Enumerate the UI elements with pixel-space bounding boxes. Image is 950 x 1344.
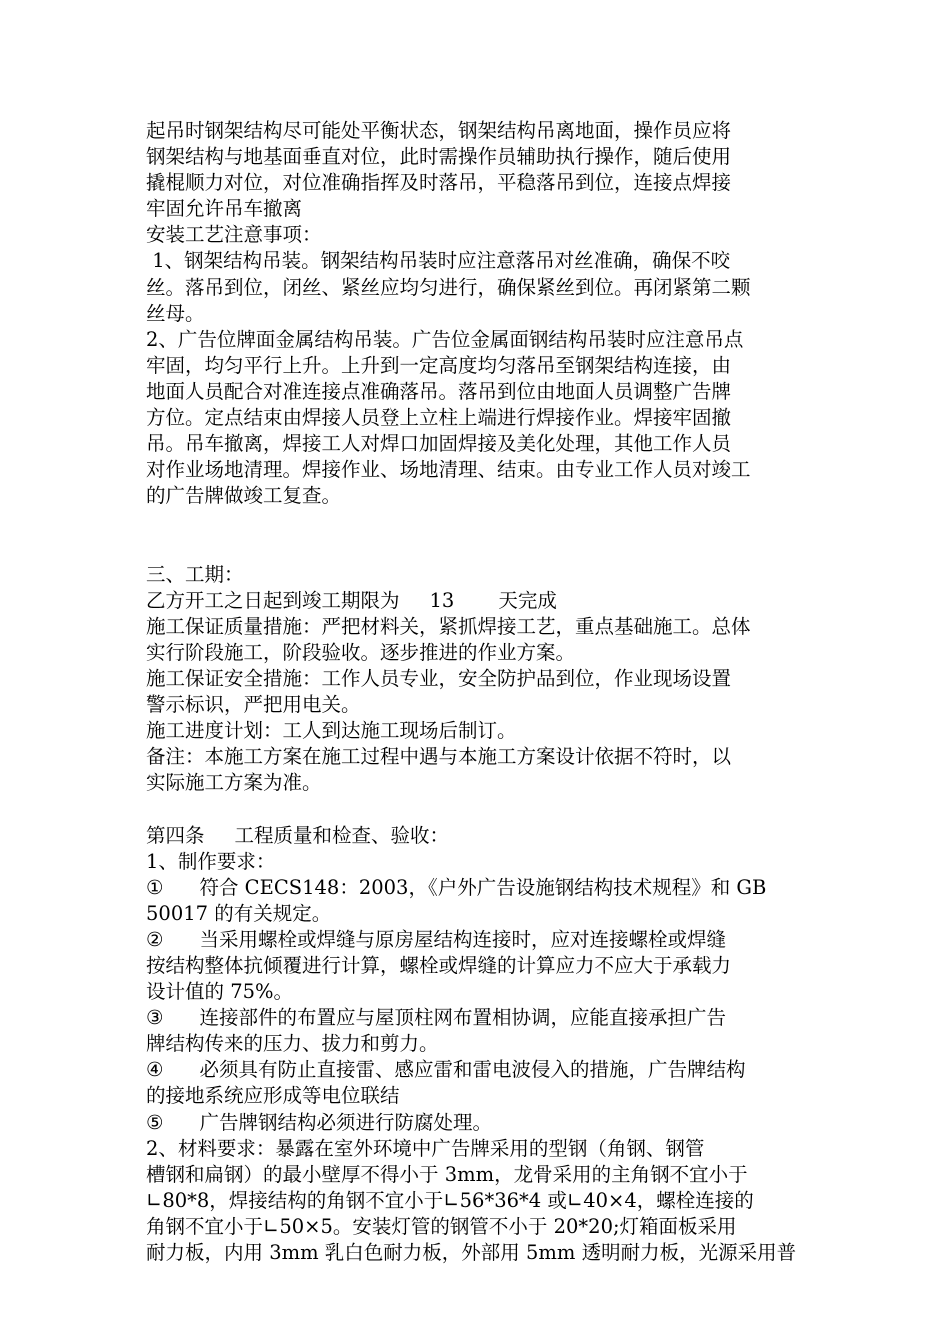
text-line: 施工保证质量措施：严把材料关，紧抓焊接工艺，重点基础施工。总体 — [146, 614, 751, 638]
text-line: 起吊时钢架结构尽可能处平衡状态，钢架结构吊离地面，操作员应将 — [146, 119, 732, 142]
subsection-heading: 1、制作要求： — [146, 849, 276, 873]
text-line: 钢架结构与地基面垂直对位，此时需操作员辅助执行操作，随后使用 — [146, 145, 732, 169]
text-line: ∟80*8，焊接结构的角钢不宜小于∟56*36*4 或∟40×4，螺栓连接的 — [146, 1188, 754, 1212]
text-line: 警示标识，严把用电关。 — [146, 693, 361, 717]
article-title: 工程质量和检查、验收： — [234, 823, 450, 847]
text-line: 角钢不宜小于∟50×5。安装灯管的钢管不小于 20*20;灯箱面板采用 — [146, 1214, 737, 1238]
item-marker: ③ — [146, 1006, 164, 1030]
duration-value: 13 — [429, 588, 455, 612]
document-body — [146, 118, 816, 1266]
item-text: 广告牌钢结构必须进行防腐处理。 — [199, 1110, 492, 1134]
text-line: 实际施工方案为准。 — [146, 771, 322, 795]
text-line: 50017 的有关规定。 — [146, 901, 332, 925]
item-marker: ⑤ — [146, 1110, 164, 1134]
blank-line — [146, 796, 816, 822]
text-line: 施工保证安全措施：工作人员专业，安全防护品到位，作业现场设置 — [146, 666, 732, 690]
text-line: 方位。定点结束由焊接人员登上立柱上端进行焊接作业。焊接牢固撤 — [146, 406, 732, 430]
duration-suffix: 天完成 — [498, 588, 557, 612]
requirement-item — [146, 875, 816, 901]
text-line: 2、广告位牌面金属结构吊装。广告位金属面钢结构吊装时应注意吊点 — [146, 327, 744, 351]
blank-line — [146, 509, 816, 535]
text-line: 施工进度计划：工人到达施工现场后制订。 — [146, 719, 517, 743]
item-marker: ④ — [146, 1058, 164, 1082]
section-heading: 安装工艺注意事项： — [146, 223, 322, 247]
text-line: 实行阶段施工，阶段验收。逐步推进的作业方案。 — [146, 640, 576, 664]
text-line: 丝母。 — [146, 301, 205, 325]
text-line: 2、材料要求：暴露在室外环境中广告牌采用的型钢（角钢、钢管 — [146, 1136, 705, 1160]
blank-line — [146, 536, 816, 562]
text-line: 1、钢架结构吊装。钢架结构吊装时应注意落吊对丝准确，确保不咬 — [146, 249, 731, 273]
item-text: 当采用螺栓或焊缝与原房屋结构连接时，应对连接螺栓或焊缝 — [199, 927, 726, 951]
text-line: 牢固允许吊车撤离 — [146, 197, 303, 221]
item-text: 连接部件的布置应与屋顶柱网布置相协调，应能直接承担广告 — [199, 1006, 726, 1030]
article-heading — [146, 823, 816, 849]
text-line: 丝。落吊到位，闭丝、紧丝应均匀进行，确保紧丝到位。再闭紧第二颗 — [146, 275, 751, 299]
section-heading: 三、工期： — [146, 562, 244, 586]
text-line: 撬棍顺力对位，对位准确指挥及时落吊，平稳落吊到位，连接点焊接 — [146, 171, 732, 195]
text-line: 按结构整体抗倾覆进行计算，螺栓或焊缝的计算应力不应大于承载力 — [146, 954, 732, 977]
duration-prefix: 乙方开工之日起到竣工期限为 — [146, 588, 400, 612]
item-text: 符合 CECS148：2003，《户外广告设施钢结构技术规程》和 GB — [199, 875, 767, 899]
text-line: 设计值的 75%。 — [146, 980, 294, 1004]
text-line: 槽钢和扁钢）的最小壁厚不得小于 3mm，龙骨采用的主角钢不宜小于 — [146, 1162, 748, 1186]
text-line: 牌结构传来的压力、拔力和剪力。 — [146, 1032, 439, 1056]
text-line: 牢固，均匀平行上升。上升到一定高度均匀落吊至钢架结构连接，由 — [146, 353, 732, 377]
text-line: 的接地系统应形成等电位联结 — [146, 1084, 400, 1108]
text-line: 对作业场地清理。焊接作业、场地清理、结束。由专业工作人员对竣工 — [146, 458, 751, 482]
requirement-item — [146, 927, 816, 953]
requirement-item — [146, 1057, 816, 1083]
item-marker: ② — [146, 927, 164, 951]
article-number: 第四条 — [146, 823, 205, 847]
item-text: 必须具有防止直接雷、感应雷和雷电波侵入的措施，广告牌结构 — [199, 1058, 746, 1082]
duration-line — [146, 588, 816, 614]
text-line: 的广告牌做竣工复查。 — [146, 484, 342, 508]
text-line: 备注：本施工方案在施工过程中遇与本施工方案设计依据不符时，以 — [146, 745, 732, 769]
text-line: 耐力板，内用 3mm 乳白色耐力板，外部用 5mm 透明耐力板，光源采用普 — [146, 1241, 797, 1265]
text-line: 地面人员配合对准连接点准确落吊。落吊到位由地面人员调整广告牌 — [146, 379, 732, 403]
requirement-item — [146, 1110, 816, 1136]
item-marker: ① — [146, 875, 164, 899]
requirement-item — [146, 1005, 816, 1031]
text-line: 吊。吊车撤离，焊接工人对焊口加固焊接及美化处理，其他工作人员 — [146, 432, 732, 456]
